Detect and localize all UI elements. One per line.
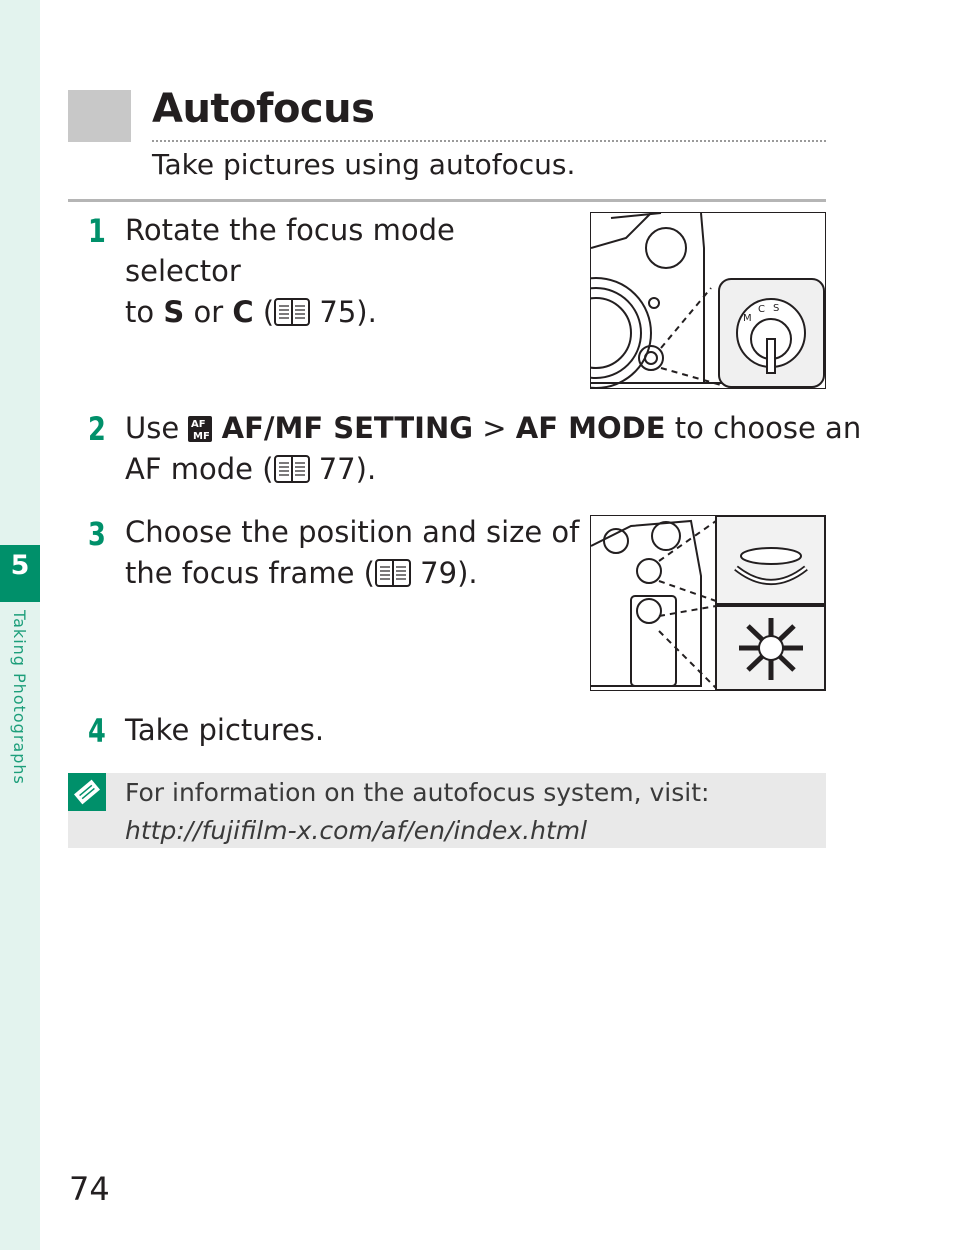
focus-mode-selector-illustration: [590, 212, 826, 389]
step-text-4: Take pictures.: [125, 713, 325, 747]
step-number-1: 1: [88, 212, 106, 250]
step-text-2: [125, 408, 862, 490]
step-number-3: 3: [88, 515, 106, 553]
step-text-1: [125, 210, 575, 333]
step-2-line-1: Use AF MF AF/MF SETTING > AF MODE to choose an: [125, 411, 862, 445]
step-3-line-1: Choose the position and size of: [125, 515, 580, 549]
step-1-line-1: Rotate the focus mode selector: [125, 213, 455, 288]
title-rule: [68, 199, 826, 202]
svg-text:S: S: [773, 303, 780, 314]
svg-text:M: M: [743, 313, 752, 324]
svg-text:C: C: [758, 304, 765, 315]
focus-stick-illustration: [590, 515, 826, 691]
chapter-number: 5: [10, 550, 30, 581]
book-icon: [274, 298, 310, 326]
title-marker-box: [68, 90, 131, 142]
step-number-4: 4: [88, 712, 106, 750]
book-icon: [274, 455, 310, 483]
af-mf-menu-icon: [188, 416, 212, 442]
step-number-2: 2: [88, 410, 106, 448]
book-icon: [375, 559, 411, 587]
note-text: [125, 774, 709, 850]
chapter-title: Taking Photographs: [10, 610, 29, 785]
page-title: Autofocus: [152, 86, 375, 132]
svg-text:MF: MF: [193, 431, 211, 442]
step-3-line-2: the focus frame ( 79).: [125, 556, 478, 590]
title-dotted-divider: [152, 140, 826, 142]
step-2-line-2: AF mode ( 77).: [125, 452, 377, 486]
note-link[interactable]: http://fujifilm-x.com/af/en/index.html: [125, 816, 588, 845]
step-1-line-2: to S or C ( 75).: [125, 295, 377, 329]
page-subtitle: Take pictures using autofocus.: [152, 148, 576, 181]
note-icon: [68, 773, 106, 811]
page-number: 74: [69, 1170, 110, 1208]
svg-text:AF: AF: [191, 419, 206, 430]
note-line: For information on the autofocus system, visit:: [125, 778, 710, 807]
step-text-3: [125, 512, 585, 594]
